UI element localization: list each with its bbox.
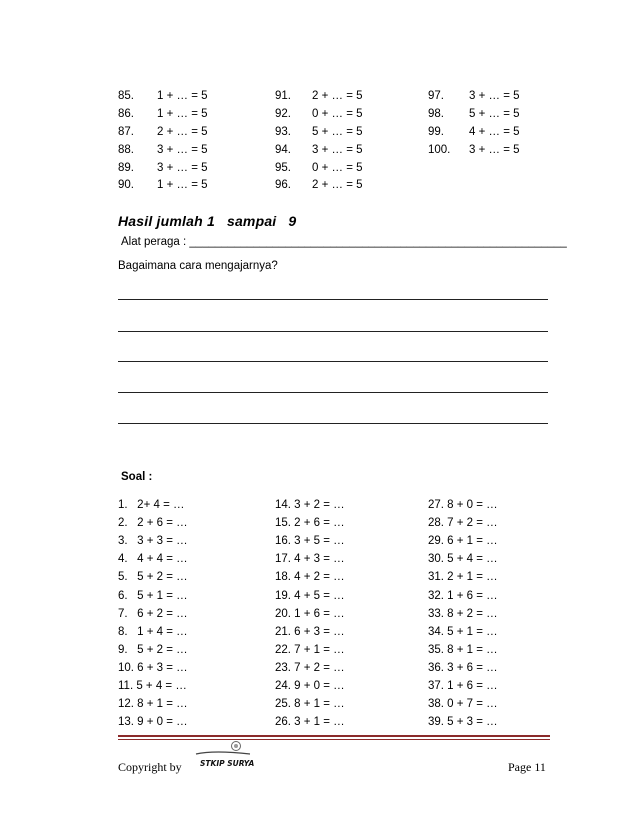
soal-item: 20. 1 + 6 = …: [275, 607, 345, 620]
soal-item: 19. 4 + 5 = …: [275, 589, 345, 602]
exercise-expression: 2 + … = 5: [157, 126, 208, 138]
soal-item: 22. 7 + 1 = …: [275, 643, 345, 656]
logo-text: STKIP SURYA: [200, 759, 254, 768]
soal-item: 18. 4 + 2 = …: [275, 571, 345, 584]
exercise-number: 93.: [275, 126, 291, 138]
footer-rule: [118, 739, 550, 740]
soal-item: 12. 8 + 1 = …: [118, 698, 188, 711]
heading-part-3: 9: [288, 213, 297, 229]
exercise-expression: 2 + … = 5: [312, 90, 363, 102]
soal-item: 2. 2 + 6 = …: [118, 517, 188, 530]
exercise-number: 96.: [275, 179, 291, 191]
exercise-number: 86.: [118, 108, 134, 120]
exercise-expression: 1 + … = 5: [157, 90, 208, 102]
soal-item: 9. 5 + 2 = …: [118, 643, 188, 656]
section-heading: [118, 213, 296, 229]
exercise-expression: 3 + … = 5: [469, 90, 520, 102]
soal-item: 8. 1 + 4 = …: [118, 625, 188, 638]
exercise-number: 85.: [118, 90, 134, 102]
exercise-expression: 3 + … = 5: [157, 162, 208, 174]
exercise-number: 94.: [275, 144, 291, 156]
exercise-expression: 0 + … = 5: [312, 108, 363, 120]
soal-item: 25. 8 + 1 = …: [275, 698, 345, 711]
soal-item: 23. 7 + 2 = …: [275, 661, 345, 674]
soal-item: 33. 8 + 2 = …: [428, 607, 498, 620]
soal-item: 24. 9 + 0 = …: [275, 680, 345, 692]
soal-item: 31. 2 + 1 = …: [428, 571, 498, 584]
exercise-expression: 3 + … = 5: [157, 144, 208, 156]
exercise-expression: 1 + … = 5: [157, 179, 208, 191]
soal-item: 30. 5 + 4 = …: [428, 553, 498, 566]
exercise-expression: 0 + … = 5: [312, 162, 363, 174]
soal-item: 10. 6 + 3 = …: [118, 661, 188, 674]
footer-rule: [118, 735, 550, 737]
exercise-number: 88.: [118, 144, 134, 156]
exercise-number: 95.: [275, 162, 291, 174]
exercise-expression: 4 + … = 5: [469, 126, 520, 138]
page-number: Page 11: [508, 760, 546, 774]
soal-item: 28. 7 + 2 = …: [428, 517, 498, 530]
soal-label: Soal :: [121, 471, 153, 483]
soal-item: 26. 3 + 1 = …: [275, 716, 345, 729]
question-text: Bagaimana cara mengajarnya?: [118, 260, 278, 272]
exercise-number: 90.: [118, 179, 134, 191]
exercise-expression: 2 + … = 5: [312, 179, 363, 191]
exercise-expression: 3 + … = 5: [469, 144, 520, 156]
exercise-number: 89.: [118, 162, 134, 174]
exercise-expression: 5 + … = 5: [469, 108, 520, 120]
exercise-number: 98.: [428, 108, 444, 120]
soal-item: 6. 5 + 1 = …: [118, 589, 188, 602]
heading-part-2: sampai: [226, 213, 277, 229]
exercise-number: 99.: [428, 126, 444, 138]
soal-item: 32. 1 + 6 = …: [428, 589, 498, 602]
soal-item: 3. 3 + 3 = …: [118, 535, 188, 548]
soal-item: 35. 8 + 1 = …: [428, 643, 498, 656]
soal-item: 29. 6 + 1 = …: [428, 535, 498, 548]
soal-item: 11. 5 + 4 = …: [118, 680, 187, 692]
exercise-expression: 5 + … = 5: [312, 126, 363, 138]
soal-item: 38. 0 + 7 = …: [428, 698, 498, 711]
answer-line: [118, 392, 548, 393]
soal-item: 27. 8 + 0 = …: [428, 499, 498, 511]
soal-item: 1. 2+ 4 = …: [118, 499, 185, 511]
soal-item: 13. 9 + 0 = …: [118, 716, 188, 729]
soal-item: 5. 5 + 2 = …: [118, 571, 188, 584]
soal-item: 7. 6 + 2 = …: [118, 607, 188, 620]
heading-part-1: Hasil jumlah 1: [118, 213, 215, 229]
alat-peraga-line: Alat peraga : ___________________________________________________________: [121, 236, 567, 248]
soal-item: 21. 6 + 3 = …: [275, 625, 345, 638]
soal-item: 4. 4 + 4 = …: [118, 553, 188, 566]
soal-item: 17. 4 + 3 = …: [275, 553, 345, 566]
stkip-surya-logo: [194, 740, 254, 770]
exercise-number: 92.: [275, 108, 291, 120]
soal-item: 39. 5 + 3 = …: [428, 716, 498, 729]
exercise-expression: 3 + … = 5: [312, 144, 363, 156]
soal-item: 36. 3 + 6 = …: [428, 661, 498, 674]
copyright-text: Copyright by: [118, 760, 182, 774]
exercise-number: 97.: [428, 90, 444, 102]
soal-item: 16. 3 + 5 = …: [275, 535, 345, 548]
answer-line: [118, 299, 548, 300]
exercise-number: 91.: [275, 90, 291, 102]
answer-line: [118, 361, 548, 362]
exercise-number: 100.: [428, 144, 451, 156]
answer-line: [118, 331, 548, 332]
soal-item: 14. 3 + 2 = …: [275, 499, 345, 511]
soal-item: 15. 2 + 6 = …: [275, 517, 345, 530]
exercise-number: 87.: [118, 126, 134, 138]
answer-line: [118, 423, 548, 424]
soal-item: 34. 5 + 1 = …: [428, 625, 498, 638]
soal-item: 37. 1 + 6 = …: [428, 680, 498, 692]
exercise-expression: 1 + … = 5: [157, 108, 208, 120]
